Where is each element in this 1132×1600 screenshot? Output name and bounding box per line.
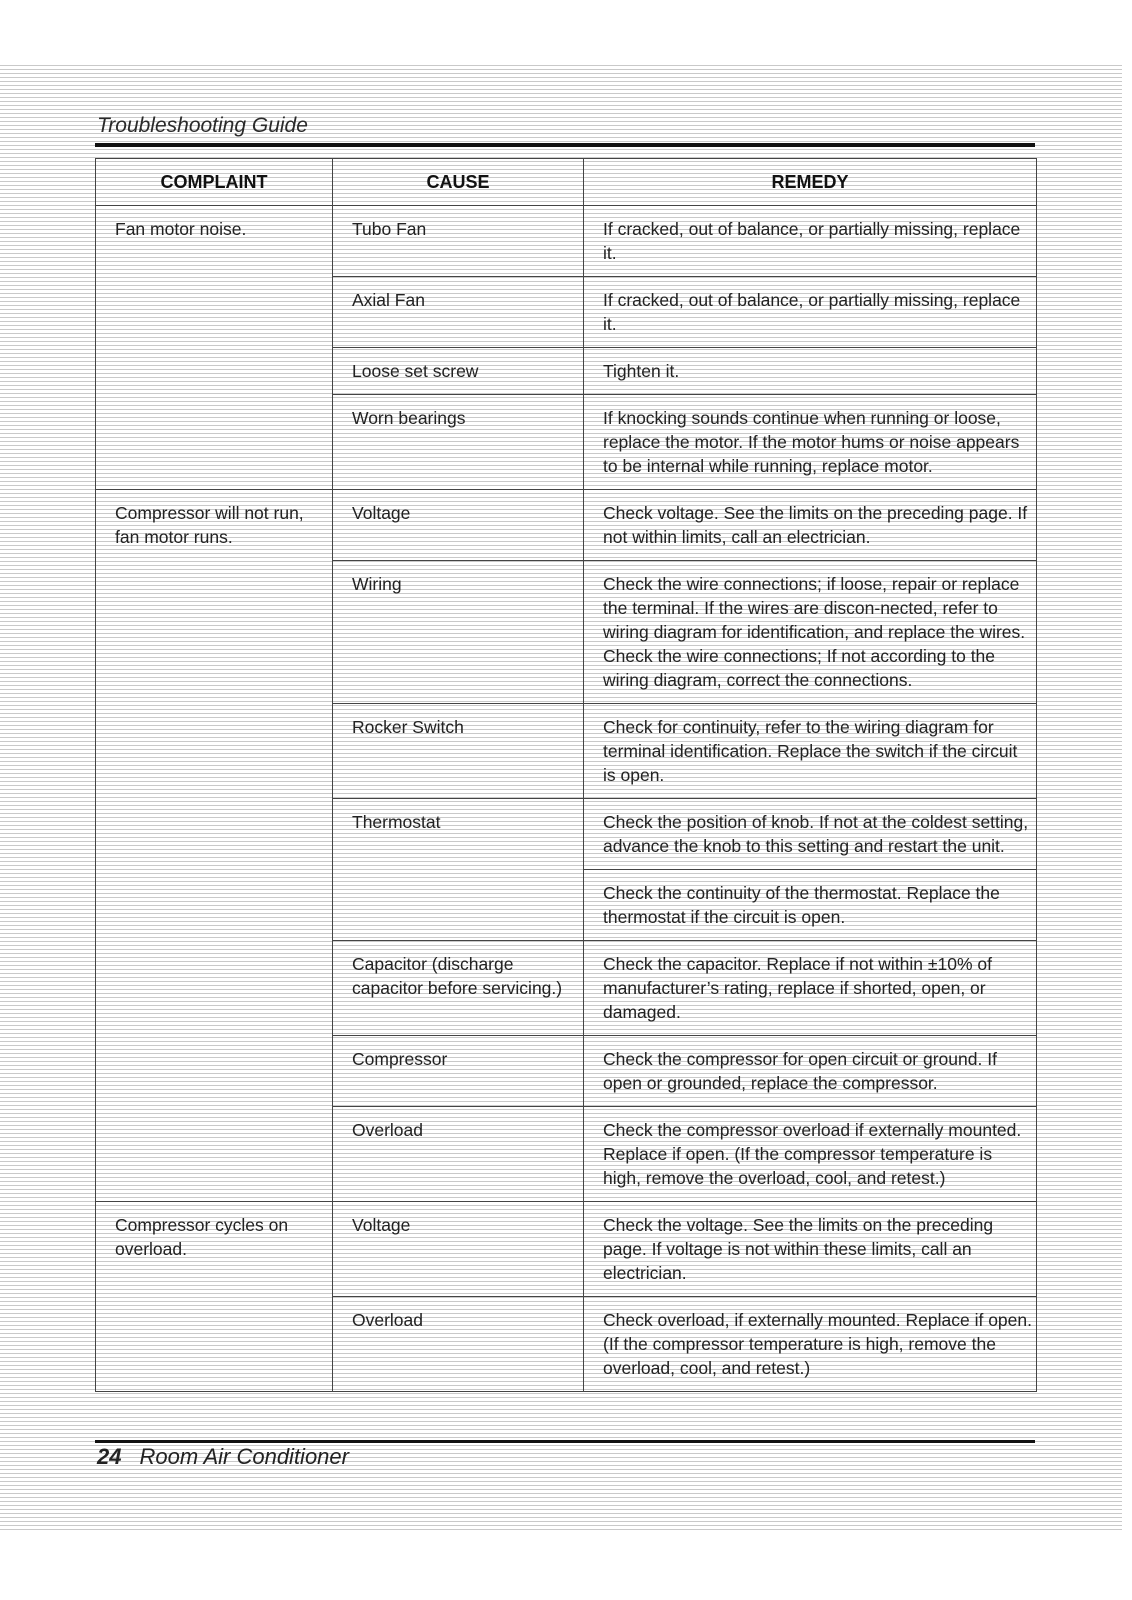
cause-cell: Tubo Fan [333, 206, 584, 277]
remedy-cell: If knocking sounds continue when running or loose, replace the motor. If the motor hums or noise appears to be internal while running, replace motor. [584, 395, 1037, 490]
cause-cell: Voltage [333, 1202, 584, 1297]
table-row [96, 490, 1037, 561]
remedy-cell: Check for continuity, refer to the wiring diagram for terminal identification. Replace the switch if the circuit is open. [584, 704, 1037, 799]
remedy-cell: Check the capacitor. Replace if not within ±10% of manufacturer’s rating, replace if shorted, open, or damaged. [584, 941, 1037, 1036]
complaint-cell: Compressor cycles on overload. [96, 1202, 333, 1392]
cause-cell: Capacitor (discharge capacitor before servicing.) [333, 941, 584, 1036]
remedy-cell: Check voltage. See the limits on the preceding page. If not within limits, call an electrician. [584, 490, 1037, 561]
remedy-cell: If cracked, out of balance, or partially missing, replace it. [584, 277, 1037, 348]
cause-cell: Axial Fan [333, 277, 584, 348]
troubleshooting-table [95, 158, 1037, 1392]
cause-cell: Overload [333, 1107, 584, 1202]
page-number: 24 [97, 1444, 122, 1469]
remedy-cell: Check the position of knob. If not at the coldest setting, advance the knob to this setting and restart the unit. [584, 799, 1037, 870]
footer-title: Room Air Conditioner [139, 1444, 349, 1469]
cause-cell: Compressor [333, 1036, 584, 1107]
page-header: Troubleshooting Guide [97, 114, 308, 137]
cause-cell: Overload [333, 1297, 584, 1392]
page-footer [97, 1444, 349, 1470]
column-header-complaint: COMPLAINT [96, 159, 333, 206]
cause-cell: Rocker Switch [333, 704, 584, 799]
remedy-cell: If cracked, out of balance, or partially missing, replace it. [584, 206, 1037, 277]
complaint-cell: Fan motor noise. [96, 206, 333, 490]
column-header-cause: CAUSE [333, 159, 584, 206]
table-header-row [96, 159, 1037, 206]
remedy-cell: Check the compressor for open circuit or ground. If open or grounded, replace the compressor. [584, 1036, 1037, 1107]
cause-cell: Wiring [333, 561, 584, 704]
remedy-cell: Check the voltage. See the limits on the preceding page. If voltage is not within these limits, call an electrician. [584, 1202, 1037, 1297]
remedy-cell: Tighten it. [584, 348, 1037, 395]
cause-cell: Loose set screw [333, 348, 584, 395]
table-row [96, 206, 1037, 277]
remedy-cell: Check the continuity of the thermostat. Replace the thermostat if the circuit is open. [584, 870, 1037, 941]
table-row [96, 1202, 1037, 1297]
cause-cell: Thermostat [333, 799, 584, 941]
remedy-cell: Check overload, if externally mounted. Replace if open. (If the compressor temperature is high, remove the overload, cool, and retest.) [584, 1297, 1037, 1392]
cause-cell: Voltage [333, 490, 584, 561]
remedy-cell: Check the wire connections; if loose, repair or replace the terminal. If the wires are discon-nected, refer to wiring diagram for identification, and replace the wires. Check the wire connections; If not according to the wiring diagram, correct the connections. [584, 561, 1037, 704]
header-rule [95, 143, 1035, 147]
cause-cell: Worn bearings [333, 395, 584, 490]
complaint-cell: Compressor will not run, fan motor runs. [96, 490, 333, 1202]
remedy-cell: Check the compressor overload if externally mounted. Replace if open. (If the compressor temperature is high, remove the overload, cool, and retest.) [584, 1107, 1037, 1202]
footer-rule [95, 1440, 1035, 1443]
column-header-remedy: REMEDY [584, 159, 1037, 206]
